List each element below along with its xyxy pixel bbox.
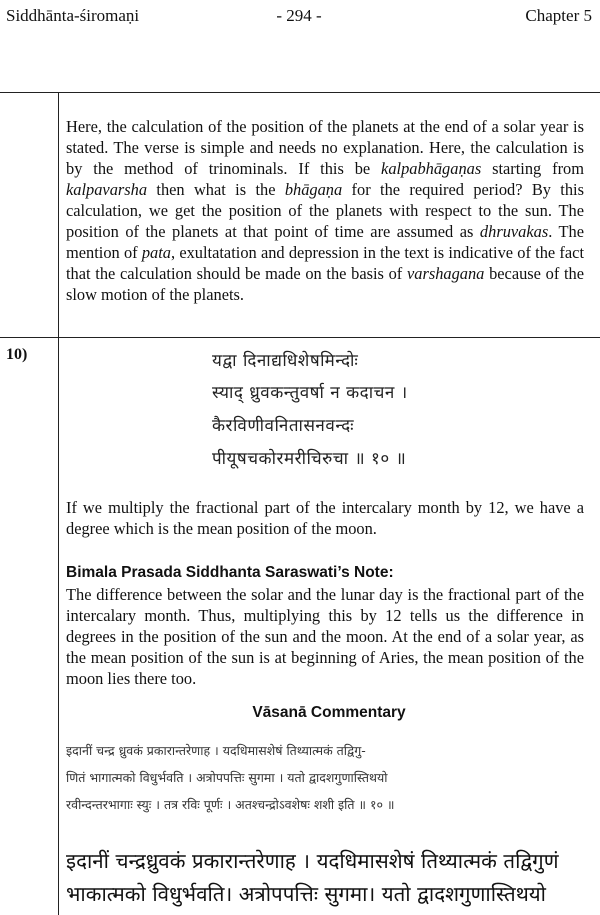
table-column-divider (58, 92, 59, 915)
commentary-line: णितं भागात्मको विधुर्भवति । अत्रोपपत्तिः सुगमा । यतो द्वादशगुणास्तिथयो (66, 770, 388, 785)
explanation-paragraph: Here, the calculation of the position of the planets at the end of a solar year is stated. The verse is simple and needs no explanation. Here, the calculation is by the method of trinominals. If this be kalpabhāgaṇas starting from kalpavarsha then what is the bhāgaṇa for the required period? By this calculation, we get the position of the planets with respect to the sun. The position of the planets at that point of time are assumed as dhruvakas. The mention of pata, exultatation and depression in the text is indicative of the fact that the calculation should be made on the basis of varshagana because of the slow motion of the planets. (66, 117, 585, 304)
verse-line: पीयूषचकोरमरीचिरुचा ॥ १० ॥ (212, 449, 407, 469)
term-kalpavarsha: kalpavarsha (66, 180, 148, 199)
verse-line: कैरविणीवनितासनवन्दः (212, 416, 355, 436)
commentary-large-line: इदानीं चन्द्रध्रुवकं प्रकारान्तरेणाह । यदधिमासशेषं तिथ्यात्मकं तद्विगुणं (66, 849, 559, 873)
commentary-large-line: भाकात्मको विधुर्भवति। अत्रोपपत्तिः सुगमा। यतो द्वादशगुणास्तिथयो (66, 882, 546, 906)
note-title: Bimala Prasada Siddhanta Saraswati’s Note: (66, 564, 394, 581)
page-header (6, 6, 592, 30)
verse-line: स्याद् ध्रुवकन्तुवर्षा न कदाचन । (212, 383, 408, 403)
term-bhagana: bhāgaṇa (284, 180, 343, 199)
chapter-label: Chapter 5 (525, 6, 592, 25)
term-pata: pata (141, 243, 171, 262)
page-number: - 294 - (276, 6, 322, 25)
book-title: Siddhānta-śiromaṇi (6, 6, 140, 25)
commentary-line: रवीन्दन्तरभागाः स्युः । तत्र रविः पूर्णः । अतश्चन्द्रोऽवशेषः शशी इति ॥ १० ॥ (66, 797, 395, 812)
translation-paragraph: If we multiply the fractional part of the intercalary month by 12, we have a degree which is the mean position of the moon. (66, 498, 584, 538)
term-dhruvakas: dhruvakas (479, 222, 549, 241)
table-row-divider (0, 337, 600, 338)
verse-line: यद्वा दिनाद्यधिशेषमिन्दोः (212, 351, 359, 371)
verse-number: 10) (6, 346, 28, 363)
table-top-border (0, 92, 600, 93)
term-varshagana: varshagana (406, 264, 485, 283)
commentary-title: Vāsanā Commentary (252, 704, 406, 721)
note-text: The difference between the solar and the lunar day is the fractional part of the intercalary month. Thus, multiplying this by 12 tells us the difference in degrees in the position of the sun and the moon. At the end of a solar year, as the mean position of the sun is at beginning of Aries, the mean position of the moon lies there too. (66, 585, 584, 688)
commentary-line: इदानीं चन्द्र ध्रुवकं प्रकारान्तरेणाह । यदधिमासशेषं तिथ्यात्मकं तद्विगु- (66, 743, 366, 758)
term-kalpabhaganas: kalpabhāgaṇas (381, 159, 482, 178)
